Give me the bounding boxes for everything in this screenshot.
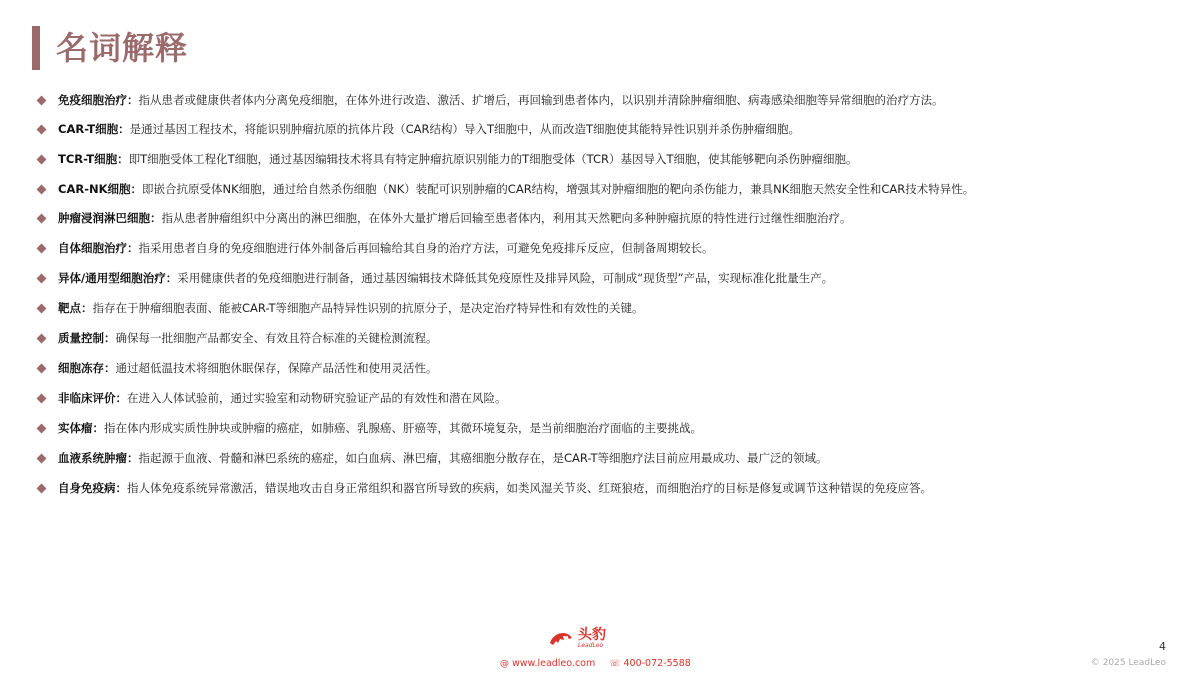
diamond-bullet-icon: [37, 394, 47, 404]
glossary-item: [36, 238, 1166, 259]
glossary-item: [36, 298, 1166, 319]
term-description: 即嵌合抗原受体NK细胞，通过给自然杀伤细胞（NK）装配可识别肿瘤的CAR结构，增强其对肿瘤细胞的靶向杀伤能力，兼具NK细胞天然安全性和CAR技术特异性。: [142, 182, 975, 196]
term-name: 自身免疫病: [58, 481, 116, 495]
term-separator: ：: [165, 271, 178, 285]
diamond-bullet-icon: [37, 484, 47, 494]
diamond-bullet-icon: [37, 454, 47, 464]
phone-icon: ☏: [609, 658, 621, 669]
glossary-list: [36, 90, 1166, 507]
phone-text: 400-072-5588: [623, 658, 691, 669]
glossary-item: [36, 208, 1166, 229]
logo-chinese-text: 头豹: [578, 627, 606, 643]
term-description: 是通过基因工程技术，将能识别肿瘤抗原的抗体片段（CAR结构）导入T细胞中，从而改造T细胞使其能特异性识别并杀伤肿瘤细胞。: [129, 122, 801, 136]
term-description: 指存在于肿瘤细胞表面、能被CAR-T等细胞产品特异性识别的抗原分子，是决定治疗特异性和有效性的关键。: [92, 301, 644, 315]
diamond-bullet-icon: [37, 274, 47, 284]
term-name: 血液系统肿瘤: [58, 451, 127, 465]
term-name: 非临床评价: [58, 391, 116, 405]
term-separator: ：: [117, 152, 129, 166]
website-link[interactable]: [500, 658, 595, 669]
term-name: 细胞冻存: [58, 361, 104, 375]
term-description: 指从患者肿瘤组织中分离出的淋巴细胞，在体外大量扩增后回输至患者体内，利用其天然靶向多种肿瘤抗原的特性进行过继性细胞治疗。: [161, 211, 852, 225]
term-name: 靶点: [58, 301, 81, 315]
term-description: 在进入人体试验前，通过实验室和动物研究验证产品的有效性和潜在风险。: [127, 391, 507, 405]
glossary-item: [36, 478, 1166, 499]
diamond-bullet-icon: [37, 304, 47, 314]
glossary-item: [36, 149, 1166, 170]
term-description: 采用健康供者的免疫细胞进行制备，通过基因编辑技术降低其免疫原性及排异风险，可制成“现货型”产品，实现标准化批量生产。: [177, 271, 834, 285]
term-description: 确保每一批细胞产品都安全、有效且符合标准的关键检测流程。: [115, 331, 438, 345]
term-name: 免疫细胞治疗: [58, 93, 127, 107]
term-description: 通过超低温技术将细胞休眠保存，保障产品活性和使用灵活性。: [115, 361, 438, 375]
glossary-item: [36, 418, 1166, 439]
term-separator: ：: [81, 301, 93, 315]
diamond-bullet-icon: [37, 424, 47, 434]
diamond-bullet-icon: [37, 185, 47, 195]
diamond-bullet-icon: [37, 96, 47, 106]
diamond-bullet-icon: [37, 364, 47, 374]
glossary-item: [36, 448, 1166, 469]
diamond-bullet-icon: [37, 334, 47, 344]
at-icon: @: [500, 658, 509, 669]
term-separator: ：: [127, 451, 139, 465]
phone-contact[interactable]: [609, 658, 691, 669]
leopard-logo-icon: [548, 629, 574, 649]
term-name: TCR-T细胞: [58, 152, 118, 166]
term-separator: ：: [127, 93, 139, 107]
glossary-item: [36, 90, 1166, 111]
term-description: 指从患者或健康供者体内分离免疫细胞，在体外进行改造、激活、扩增后，再回输到患者体内，以识别并清除肿瘤细胞、病毒感染细胞等异常细胞的治疗方法。: [138, 93, 944, 107]
term-name: 质量控制: [58, 331, 104, 345]
term-name: 异体/通用型细胞治疗: [58, 271, 166, 285]
diamond-bullet-icon: [37, 214, 47, 224]
diamond-bullet-icon: [37, 125, 47, 135]
term-name: CAR-T细胞: [58, 122, 119, 136]
glossary-item: [36, 179, 1166, 200]
term-name: 肿瘤浸润淋巴细胞: [58, 211, 150, 225]
term-name: 实体瘤: [58, 421, 93, 435]
term-description: 指在体内形成实质性肿块或肿瘤的癌症，如肺癌、乳腺癌、肝癌等，其微环境复杂，是当前细胞治疗面临的主要挑战。: [104, 421, 702, 435]
term-name: CAR-NK细胞: [58, 182, 131, 196]
term-name: 自体细胞治疗: [58, 241, 127, 255]
website-text: www.leadleo.com: [512, 658, 596, 669]
term-separator: ：: [130, 182, 143, 196]
term-separator: ：: [150, 211, 162, 225]
footer-contact: [500, 658, 691, 669]
glossary-item: [36, 388, 1166, 409]
copyright: © 2025 LeadLeo: [1090, 658, 1166, 668]
page-title: 名词解释: [56, 29, 189, 67]
page-number: 4: [1159, 640, 1166, 653]
term-description: 指起源于血液、骨髓和淋巴系统的癌症，如白血病、淋巴瘤，其癌细胞分散存在，是CAR-T等细胞疗法目前应用最成功、最广泛的领域。: [138, 451, 828, 465]
term-separator: ：: [118, 122, 130, 136]
title-accent-bar: [32, 26, 40, 70]
term-description: 即T细胞受体工程化T细胞，通过基因编辑技术将具有特定肿瘤抗原识别能力的T细胞受体（TCR）基因导入T细胞，使其能够靶向杀伤肿瘤细胞。: [128, 152, 858, 166]
glossary-item: [36, 358, 1166, 379]
term-description: 指人体免疫系统异常激活，错误地攻击自身正常组织和器官所导致的疾病，如类风湿关节炎、红斑狼疮，而细胞治疗的目标是修复或调节这种错误的免疫应答。: [127, 481, 932, 495]
term-separator: ：: [92, 421, 104, 435]
term-separator: ：: [104, 331, 116, 345]
glossary-item: [36, 119, 1166, 140]
glossary-item: [36, 328, 1166, 349]
term-separator: ：: [115, 481, 127, 495]
leadleo-logo: [548, 628, 606, 649]
term-separator: ：: [104, 361, 116, 375]
term-description: 指采用患者自身的免疫细胞进行体外制备后再回输给其自身的治疗方法，可避免免疫排斥反应，但制备周期较长。: [138, 241, 714, 255]
diamond-bullet-icon: [37, 155, 47, 165]
term-separator: ：: [127, 241, 139, 255]
term-separator: ：: [115, 391, 127, 405]
diamond-bullet-icon: [37, 244, 47, 254]
logo-english-text: LeadLeo: [578, 642, 604, 649]
glossary-item: [36, 268, 1166, 289]
